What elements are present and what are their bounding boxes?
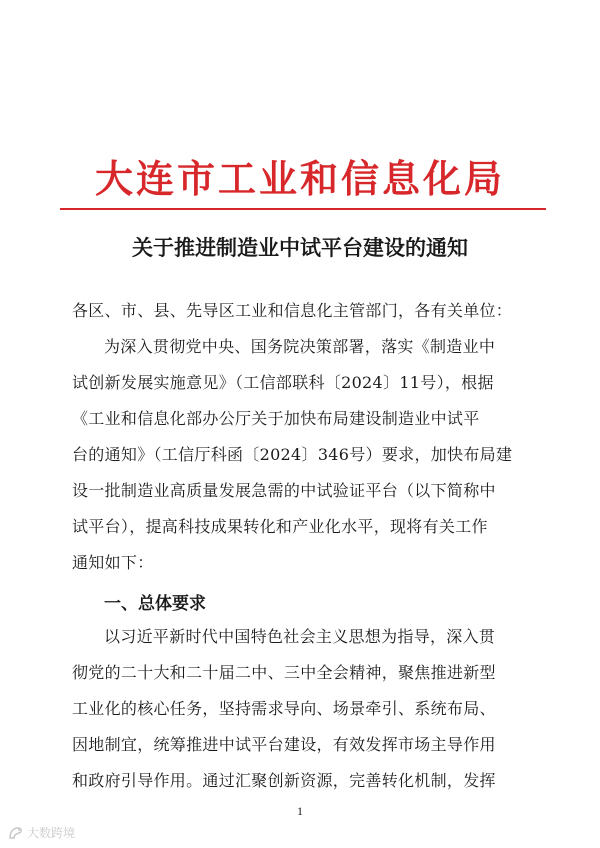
watermark-text: 大数跨境 [27,826,76,840]
body-line: 和政府引导作用。通过汇聚创新资源，完善转化机制，发挥 [72,771,496,790]
intro-line: 为深入贯彻党中央、国务院决策部署，落实《制造业中 [104,337,496,356]
intro-line: 试创新发展实施意见》（工信部联科〔2024〕11号），根据 [72,373,494,392]
body-line: 以习近平新时代中国特色社会主义思想为指导，深入贯 [104,627,496,646]
body-line: 工业化的核心任务，坚持需求导向、场景牵引、系统布局、 [72,699,496,718]
red-divider-rule [60,208,546,210]
issuing-organization-title: 大连市工业和信息化局 [94,156,505,201]
body-line: 因地制宜，统筹推进中试平台建设，有效发挥市场主导作用 [72,735,496,754]
intro-line: 台的通知》（工信厅科函〔2024〕346号）要求，加快布局建 [72,445,513,464]
watermark-logo-icon [8,826,24,840]
page-number: 1 [297,804,303,818]
intro-line: 通知如下： [72,553,154,572]
intro-line: 试平台），提高科技成果转化和产业化水平，现将有关工作 [72,517,488,536]
intro-line: 《工业和信息化部办公厅关于加快布局建设制造业中试平 [72,409,480,428]
document-title: 关于推进制造业中试平台建设的通知 [132,235,468,260]
body-line: 彻党的二十大和二十届二中、三中全会精神，聚焦推进新型 [72,663,496,682]
watermark [8,824,75,841]
section-heading: 一、总体要求 [104,594,206,614]
addressee-line: 各区、市、县、先导区工业和信息化主管部门，各有关单位： [72,301,513,320]
intro-line: 设一批制造业高质量发展急需的中试验证平台（以下简称中 [72,481,496,500]
